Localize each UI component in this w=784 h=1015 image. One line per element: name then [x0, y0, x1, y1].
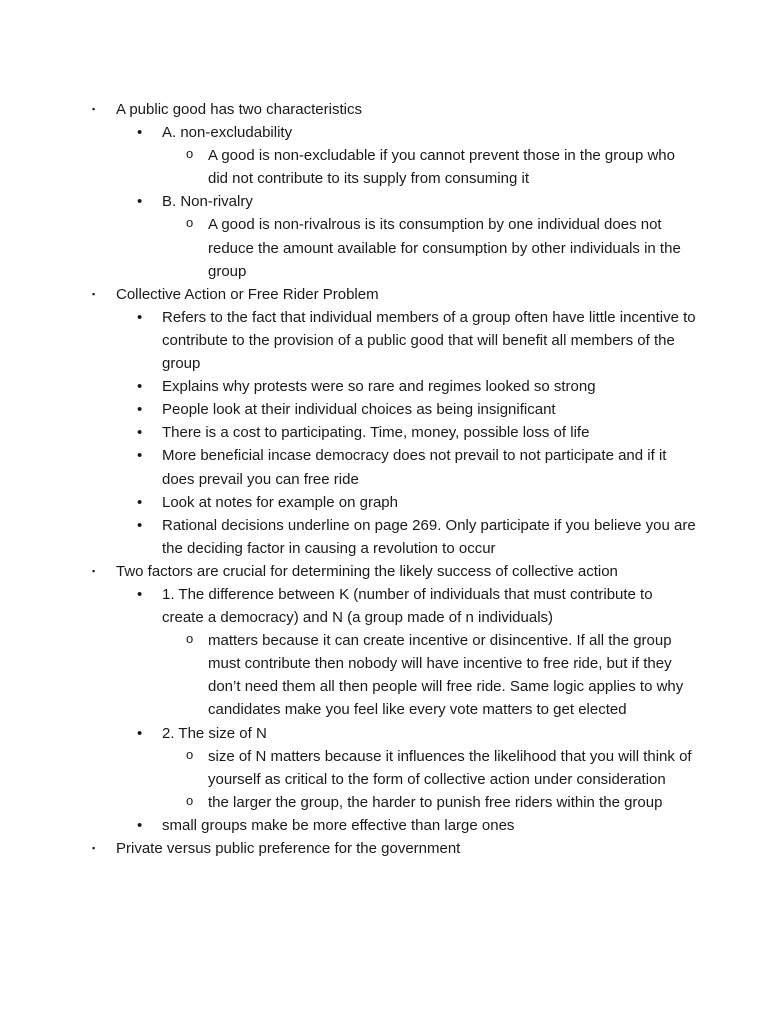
outline-item-level-2: [0, 444, 696, 490]
outline-item-text: More beneficial incase democracy does not prevail to not participate and if it does prevail you can free ride: [162, 447, 667, 488]
circle-bullet-icon: o: [186, 631, 194, 647]
outline-item-level-3: [0, 791, 696, 814]
outline-item-level-3: [0, 213, 696, 282]
outline-item-text: Explains why protests were so rare and regimes looked so strong: [162, 378, 596, 396]
outline-item-text: 1. The difference between K (number of individuals that must contribute to create a democracy) and N (a group made of n individuals): [162, 585, 653, 627]
round-bullet-icon: •: [137, 378, 143, 396]
outline-item-level-1: [0, 98, 696, 121]
round-bullet-icon: •: [137, 493, 143, 511]
outline-item-text: People look at their individual choices as being insignificant: [162, 401, 556, 419]
outline-item-level-2: [0, 375, 696, 398]
square-bullet-icon: ▪: [92, 104, 96, 114]
outline-item-text: the larger the group, the harder to punish free riders within the group: [208, 793, 663, 811]
outline-item-level-1: [0, 837, 696, 860]
outline-item-text: small groups make be more effective than large ones: [162, 816, 515, 834]
circle-bullet-icon: o: [186, 746, 194, 762]
outline-item-text: Two factors are crucial for determining the likely success of collective action: [116, 562, 618, 580]
notes-page: [0, 98, 784, 860]
outline-item-text: Look at notes for example on graph: [162, 493, 398, 511]
outline-item-text: Refers to the fact that individual members of a group often have little incentive to contribute to the provision of a public good that will benefit all members of the group: [162, 308, 696, 373]
outline-item-text: Rational decisions underline on page 269. Only participate if you believe you are the deciding factor in causing a revolution to occur: [162, 516, 696, 557]
outline-item-level-2: [0, 514, 696, 560]
outline-item-text: A good is non-rivalrous is its consumption by one individual does not reduce the amount available for consumption by other individuals in the group: [208, 216, 681, 280]
round-bullet-icon: •: [137, 193, 143, 211]
round-bullet-icon: •: [137, 516, 143, 534]
outline-item-level-2: [0, 190, 696, 213]
square-bullet-icon: ▪: [92, 843, 96, 853]
outline-item-text: B. Non-rivalry: [162, 193, 253, 211]
outline-item-text: size of N matters because it influences the likelihood that you will think of yourself as critical to the form of collective action under consideration: [208, 747, 692, 788]
outline-item-level-2: [0, 306, 696, 375]
outline-item-text: matters because it can create incentive or disincentive. If all the group must contribute then nobody will have incentive to free ride, but if they don’t need them all then people will free ride. Same logic applies to why candidates make you feel like every vote matters to get elected: [208, 632, 684, 719]
bullet-outline: [0, 98, 784, 860]
outline-item-level-1: [0, 560, 696, 583]
outline-item-text: There is a cost to participating. Time, money, possible loss of life: [162, 424, 590, 442]
outline-item-level-2: [0, 121, 696, 144]
outline-item-level-2: [0, 491, 696, 514]
circle-bullet-icon: o: [186, 792, 194, 808]
outline-item-text: A. non-excludability: [162, 124, 293, 142]
circle-bullet-icon: o: [186, 215, 194, 231]
outline-item-level-2: [0, 398, 696, 421]
outline-item-level-2: [0, 814, 696, 837]
outline-item-level-2: [0, 421, 696, 444]
outline-item-level-2: [0, 722, 696, 745]
outline-item-level-2: [0, 583, 696, 629]
outline-item-level-1: [0, 283, 696, 306]
round-bullet-icon: •: [137, 401, 143, 419]
outline-item-text: 2. The size of N: [162, 724, 267, 742]
round-bullet-icon: •: [137, 124, 143, 142]
circle-bullet-icon: o: [186, 146, 194, 162]
outline-item-level-3: [0, 144, 696, 190]
round-bullet-icon: •: [137, 724, 143, 742]
round-bullet-icon: •: [137, 447, 143, 465]
outline-item-level-3: [0, 745, 696, 791]
round-bullet-icon: •: [137, 308, 143, 326]
round-bullet-icon: •: [137, 816, 143, 834]
outline-item-text: Collective Action or Free Rider Problem: [116, 285, 379, 303]
outline-item-text: Private versus public preference for the government: [116, 840, 461, 857]
round-bullet-icon: •: [137, 424, 143, 442]
outline-item-level-3: [0, 629, 696, 721]
outline-item-text: A public good has two characteristics: [116, 101, 362, 118]
square-bullet-icon: ▪: [92, 288, 96, 299]
round-bullet-icon: •: [137, 585, 143, 603]
outline-item-text: A good is non-excludable if you cannot prevent those in the group who did not contribute to its supply from consuming it: [208, 147, 675, 188]
square-bullet-icon: ▪: [92, 565, 96, 576]
